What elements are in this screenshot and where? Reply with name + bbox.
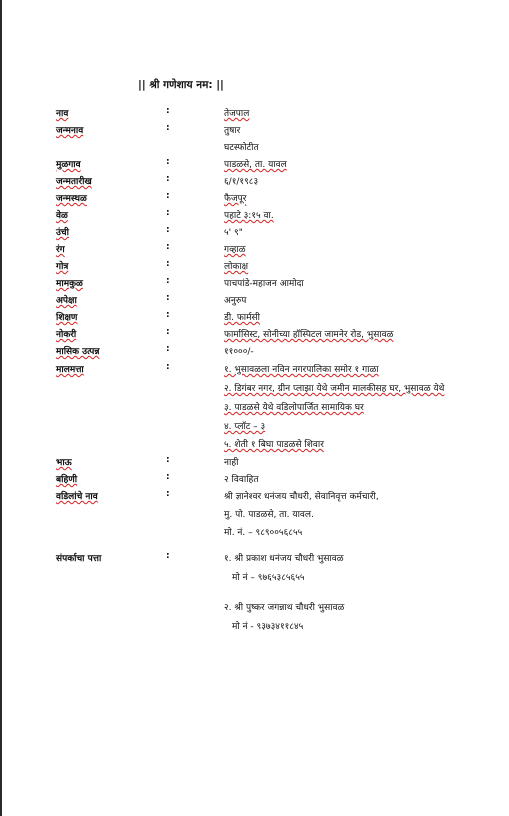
value-job: फार्मासिस्ट, सोनीच्या हॉस्पिटल जामनेर रोड, भुसावळ (224, 330, 394, 340)
row-property (0, 362, 509, 378)
label-father: वडिलांचे नाव (56, 492, 98, 502)
value-maternal: पाचपांडे-महाजन आमोदा (224, 279, 304, 289)
colon: : (166, 455, 170, 465)
colon: : (166, 551, 170, 561)
label-brother: भाऊ (56, 458, 72, 468)
colon: : (166, 242, 170, 252)
value-birthplace: फैजपूर (224, 194, 247, 204)
contact-name: १. श्री प्रकाश धनंजय चौधरी भुसावळ (224, 554, 344, 564)
label-property: मालमत्ता (56, 365, 84, 375)
value-brother: नाही (224, 458, 239, 468)
row-contact (0, 551, 509, 567)
label-dob: जन्मतारीख (56, 177, 92, 187)
row-gotra (0, 259, 509, 275)
row-village (0, 157, 509, 173)
property-item: १. भुसावळला नविन नगरपालिका समोर १ गाळा (224, 365, 379, 375)
property-item: ४. प्लॉट – ३ (224, 422, 266, 432)
row-dob (0, 174, 509, 190)
row-birthname (0, 123, 509, 139)
colon: : (166, 259, 170, 269)
row-brother (0, 455, 509, 471)
colon: : (166, 106, 170, 116)
row-maternal (0, 276, 509, 292)
value-gotra: लोकाक्ष (224, 262, 249, 272)
label-birthplace: जन्मस्थळ (56, 194, 87, 204)
colon: : (166, 310, 170, 320)
row-color (0, 242, 509, 258)
row-job (0, 327, 509, 343)
value-time: पहाटे ३:१५ वा. (224, 211, 274, 221)
row-education (0, 310, 509, 326)
value-village: पाडळसे, ता. यावल (224, 160, 287, 170)
colon: : (166, 489, 170, 499)
label-expectation: अपेक्षा (56, 296, 77, 306)
label-village: मुळगाव (56, 160, 81, 170)
value-sister: २ विवाहित (224, 475, 259, 485)
colon: : (166, 344, 170, 354)
row-expectation (0, 293, 509, 309)
row-height (0, 225, 509, 241)
value-education: डी. फार्मसी (224, 313, 260, 323)
row-income (0, 344, 509, 360)
label-maternal: मामकुळ (56, 279, 83, 289)
value-birthname: तुषार (224, 126, 241, 136)
colon: : (166, 225, 170, 235)
value-height: ५' ९" (224, 228, 243, 238)
label-color: रंग (56, 245, 65, 255)
colon: : (166, 293, 170, 303)
contact-phone: मो नं – ९७६५३८५६५५ (232, 573, 305, 583)
colon: : (166, 157, 170, 167)
value-dob: ६/१/१९८३ (224, 177, 259, 187)
row-birthplace (0, 191, 509, 207)
label-name: नाव (56, 109, 69, 119)
colon: : (166, 327, 170, 337)
property-item: ५. शेती १ बिघा पाडळसे शिवार (224, 440, 324, 450)
label-time: वेळ (56, 211, 68, 221)
colon: : (166, 174, 170, 184)
value-name: तेजपाल (224, 109, 250, 119)
label-contact: संपर्काचा पत्ता (56, 554, 102, 564)
label-sister: बहिणी (56, 475, 78, 485)
value-income: ११०००/- (224, 347, 254, 357)
value-marital-status: घटस्फोटीत (224, 143, 259, 153)
father-line: श्री ज्ञानेश्वर धनंजय चौधरी, सेवानिवृत्त कर्मचारी, (224, 492, 379, 502)
row-birthname-extra (0, 140, 509, 156)
label-income: मासिक उत्पन्न (56, 347, 100, 357)
label-education: शिक्षण (56, 313, 78, 323)
row-father (0, 489, 509, 505)
row-name (0, 106, 509, 122)
colon: : (166, 472, 170, 482)
value-color: गव्हाळ (224, 245, 246, 255)
colon: : (166, 208, 170, 218)
father-line: मो. नं. – ९८९००५६८५५ (224, 528, 303, 538)
label-gotra: गोत्र (56, 262, 69, 272)
label-height: उंची (56, 228, 69, 238)
contact-phone: मो नं - ९३७३४११८४५ (232, 622, 304, 632)
page-heading: || श्री गणेशाय नम: || (138, 79, 224, 91)
label-job: नोकरी (56, 330, 77, 340)
row-time (0, 208, 509, 224)
colon: : (166, 123, 170, 133)
colon: : (166, 191, 170, 201)
label-birthname: जन्मनाव (56, 126, 84, 136)
colon: : (166, 276, 170, 286)
colon: : (166, 362, 170, 372)
property-item: २. डिगंबर नगर, ग्रीन प्लाझा येथे जमीन मालकीसह घर, भुसावळ येथे (224, 384, 445, 394)
value-expectation: अनुरुप (224, 296, 247, 306)
property-item: ३. पाडळसे येथे वडिलोपार्जित सामायिक घर (224, 403, 364, 413)
father-line: मु. पो. पाडळसे, ता. यावल. (224, 510, 314, 520)
contact-name: २. श्री पुष्कर जगन्नाथ चौधरी भुसावळ (224, 603, 345, 613)
row-sister (0, 472, 509, 488)
